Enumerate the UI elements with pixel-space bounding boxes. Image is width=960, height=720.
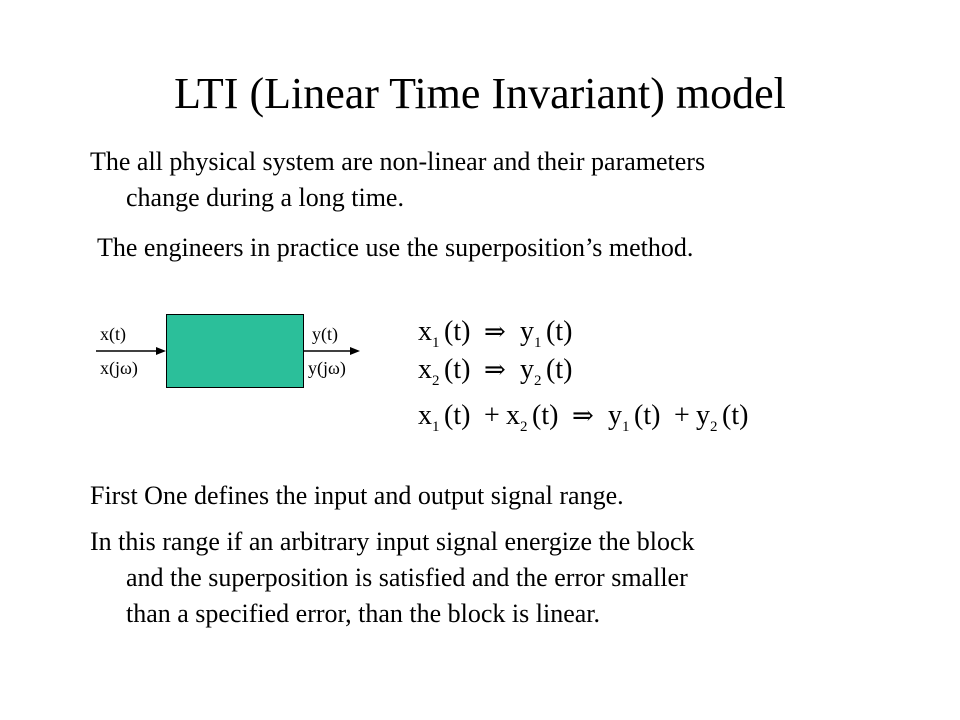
equation-variable: y — [608, 400, 622, 431]
block-diagram — [96, 310, 366, 392]
equation-argument: (t) — [634, 400, 661, 431]
equation-subscript: 1 — [622, 419, 630, 435]
equation-variable: y — [520, 316, 534, 347]
implies-arrow: ⇒ — [484, 317, 506, 346]
equation-variable: x — [506, 400, 520, 431]
paragraph-linearity — [90, 524, 910, 632]
equation-argument: (t) — [444, 316, 471, 347]
equation-variable: y — [520, 354, 534, 385]
equation-variable: y — [696, 400, 710, 431]
paragraph-line: than a specified error, than the block is linear. — [126, 599, 601, 628]
equation-subscript: 2 — [710, 419, 718, 435]
equation-subscript: 1 — [432, 335, 440, 351]
equation-argument: (t) — [546, 354, 573, 385]
plus-sign: + — [484, 400, 500, 431]
equation-argument: (t) — [722, 400, 749, 431]
paragraph-line: change during a long time. — [126, 183, 404, 212]
equation-subscript: 2 — [520, 419, 528, 435]
implies-arrow: ⇒ — [484, 355, 506, 384]
equation-argument: (t) — [546, 316, 573, 347]
input-label-frequency: x(jω) — [100, 358, 138, 378]
superposition-equations — [410, 306, 770, 436]
equation-variable: x — [418, 354, 432, 385]
equation-subscript: 1 — [432, 419, 440, 435]
output-label-frequency: y(jω) — [308, 358, 346, 378]
paragraph-nonlinear — [90, 144, 910, 216]
system-block — [166, 314, 304, 388]
slide-title: LTI (Linear Time Invariant) model — [174, 69, 786, 118]
input-label-time: x(t) — [100, 324, 126, 344]
equation-subscript: 2 — [534, 373, 542, 389]
equation-variable: x — [418, 400, 432, 431]
plus-sign: + — [674, 400, 690, 431]
input-arrowhead — [156, 347, 166, 355]
equation-argument: (t) — [444, 400, 471, 431]
output-arrowhead — [350, 347, 360, 355]
equation-argument: (t) — [444, 354, 471, 385]
paragraph-line: In this range if an arbitrary input signal energize the block — [90, 527, 695, 556]
equation-subscript: 1 — [534, 335, 542, 351]
equation-subscript: 2 — [432, 373, 440, 389]
equation-argument: (t) — [532, 400, 559, 431]
paragraph-line: The all physical system are non-linear and their parameters — [90, 147, 706, 176]
output-label-time: y(t) — [312, 324, 338, 344]
paragraph-range: First One defines the input and output signal range. — [90, 481, 624, 510]
paragraph-line: and the superposition is satisfied and the error smaller — [126, 563, 688, 592]
paragraph-superposition: The engineers in practice use the superposition’s method. — [97, 233, 694, 262]
implies-arrow: ⇒ — [572, 401, 594, 430]
equation-variable: x — [418, 316, 432, 347]
